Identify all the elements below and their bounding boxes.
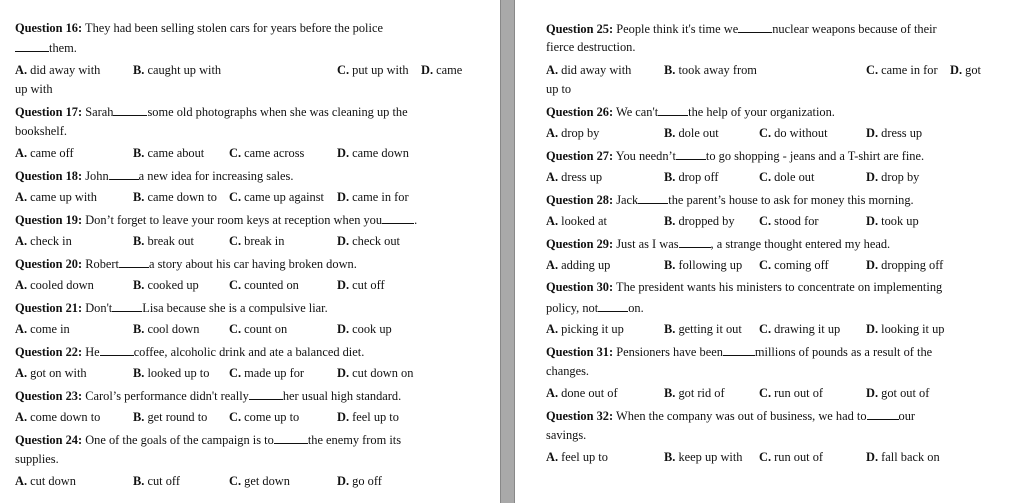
left-column: [0, 0, 501, 503]
option-a: A. picking it up: [546, 322, 624, 336]
option-c: C. count on: [229, 322, 288, 336]
option-c: C. do without: [759, 126, 828, 140]
answer-blank: [676, 148, 706, 160]
answer-blank: [109, 168, 139, 180]
option-a: A. cooled down: [15, 278, 94, 292]
question-number: Question 16:: [15, 21, 83, 35]
question-30-line2: policy, not on.: [546, 301, 644, 315]
option-a: A. come in: [15, 322, 70, 336]
option-b: B. dropped by: [664, 214, 735, 228]
question-31: Question 31: Pensioners have been millions of pounds as a result of the: [546, 345, 933, 359]
option-d: D. dress up: [866, 126, 923, 140]
question-25: Question 25: People think it's time we nuclear weapons because of their: [546, 22, 937, 36]
option-c: C. break in: [229, 234, 285, 248]
option-d: D. cut off: [337, 278, 385, 292]
question-17: Question 17: Sarah some old photographs when she was cleaning up the: [15, 105, 408, 119]
option-b: B. keep up with: [664, 450, 743, 464]
question-30: Question 30: The president wants his ministers to concentrate on implementing: [546, 280, 943, 294]
option-b: B. got rid of: [664, 386, 725, 400]
option-c: C. counted on: [229, 278, 299, 292]
answer-blank: [867, 408, 899, 420]
option-c: C. run out of: [759, 450, 824, 464]
option-d: D. cut down on: [337, 366, 414, 380]
option-b: B. took away from: [664, 63, 757, 77]
question-21: Question 21: Don't Lisa because she is a compulsive liar.: [15, 301, 328, 315]
option-c: C. dole out: [759, 170, 815, 184]
option-a: A. got on with: [15, 366, 87, 380]
answer-blank: [382, 212, 414, 224]
option-a: A. dress up: [546, 170, 603, 184]
option-d: D. feel up to: [337, 410, 399, 424]
option-a: A. drop by: [546, 126, 600, 140]
option-d: D. took up: [866, 214, 919, 228]
option-c: C. made up for: [229, 366, 305, 380]
option-a: A. did away with: [546, 63, 632, 77]
question-27: Question 27: You needn’t to go shopping - jeans and a T-shirt are fine.: [546, 149, 925, 163]
question-16: [15, 21, 383, 35]
question-32-line2: savings.: [546, 428, 587, 442]
option-c: C. put up with: [337, 63, 409, 77]
question-32: Question 32: When the company was out of business, we had to our: [546, 409, 916, 423]
option-b: B. cut off: [133, 474, 180, 488]
question-text: them.: [49, 41, 77, 55]
option-c: C. coming off: [759, 258, 829, 272]
question-17-line2: bookshelf.: [15, 124, 67, 138]
option-b: B. getting it out: [664, 322, 742, 336]
answer-blank: [113, 104, 147, 116]
option-b: B. came down to: [133, 190, 217, 204]
option-d: D. got: [950, 63, 981, 77]
answer-blank: [249, 388, 283, 400]
option-c: C. came up against: [229, 190, 324, 204]
question-26: Question 26: We can't the help of your organization.: [546, 105, 835, 119]
answer-blank: [658, 104, 688, 116]
option-b: B. drop off: [664, 170, 719, 184]
option-d: D. looking it up: [866, 322, 945, 336]
option-b: B. caught up with: [133, 63, 222, 77]
option-b: B. came about: [133, 146, 205, 160]
question-23: Question 23: Carol’s performance didn't really her usual high standard.: [15, 389, 402, 403]
question-text: They had been selling stolen cars for years before the police: [85, 21, 383, 35]
option-d: D. came down: [337, 146, 409, 160]
question-31-line2: changes.: [546, 364, 590, 378]
answer-blank: [723, 344, 755, 356]
option-d: D. drop by: [866, 170, 920, 184]
answer-blank: [679, 236, 711, 248]
option-a: A. adding up: [546, 258, 611, 272]
option-b: B. cooked up: [133, 278, 199, 292]
question-25-line2: fierce destruction.: [546, 40, 636, 54]
question-18: Question 18: John a new idea for increasing sales.: [15, 169, 294, 183]
question-29: Question 29: Just as I was , a strange thought entered my head.: [546, 237, 891, 251]
answer-blank: [112, 300, 142, 312]
option-c: C. get down: [229, 474, 290, 488]
question-20: Question 20: Robert a story about his car having broken down.: [15, 257, 357, 271]
question-16-line2: [15, 40, 77, 55]
answer-blank: [100, 344, 134, 356]
option-a: A. cut down: [15, 474, 76, 488]
right-column: [514, 0, 1024, 503]
option-d-wrap: up with: [15, 82, 53, 96]
answer-blank: [15, 40, 49, 52]
option-d-wrap: up to: [546, 82, 572, 96]
option-d: D. came: [421, 63, 463, 77]
answer-blank: [274, 432, 308, 444]
option-a: A. done out of: [546, 386, 618, 400]
option-b: B. break out: [133, 234, 194, 248]
option-b: B. cool down: [133, 322, 200, 336]
option-a: A. did away with: [15, 63, 101, 77]
answer-blank: [638, 192, 668, 204]
option-d: D. check out: [337, 234, 400, 248]
option-b: B. following up: [664, 258, 743, 272]
option-a: A. looked at: [546, 214, 607, 228]
option-d: D. dropping off: [866, 258, 944, 272]
answer-blank: [119, 256, 149, 268]
column-divider: [501, 0, 514, 503]
option-c: C. run out of: [759, 386, 824, 400]
option-c: C. came in for: [866, 63, 938, 77]
option-c: C. drawing it up: [759, 322, 841, 336]
question-28: Question 28: Jack the parent’s house to ask for money this morning.: [546, 193, 914, 207]
option-d: D. fall back on: [866, 450, 940, 464]
option-d: D. cook up: [337, 322, 392, 336]
question-19: Question 19: Don’t forget to leave your room keys at reception when you .: [15, 213, 418, 227]
option-c: C. came across: [229, 146, 305, 160]
question-24-line2: supplies.: [15, 452, 59, 466]
question-22: Question 22: He coffee, alcoholic drink and ate a balanced diet.: [15, 345, 365, 359]
option-a: A. came up with: [15, 190, 97, 204]
option-a: A. come down to: [15, 410, 101, 424]
option-d: D. go off: [337, 474, 382, 488]
option-a: A. came off: [15, 146, 74, 160]
option-b: B. looked up to: [133, 366, 210, 380]
answer-blank: [598, 300, 628, 312]
option-c: C. come up to: [229, 410, 300, 424]
option-b: B. get round to: [133, 410, 208, 424]
option-b: B. dole out: [664, 126, 719, 140]
option-d: D. came in for: [337, 190, 409, 204]
option-c: C. stood for: [759, 214, 819, 228]
question-24: Question 24: One of the goals of the campaign is to the enemy from its: [15, 433, 402, 447]
option-a: A. check in: [15, 234, 72, 248]
option-a: A. feel up to: [546, 450, 608, 464]
option-d: D. got out of: [866, 386, 930, 400]
answer-blank: [738, 21, 772, 33]
